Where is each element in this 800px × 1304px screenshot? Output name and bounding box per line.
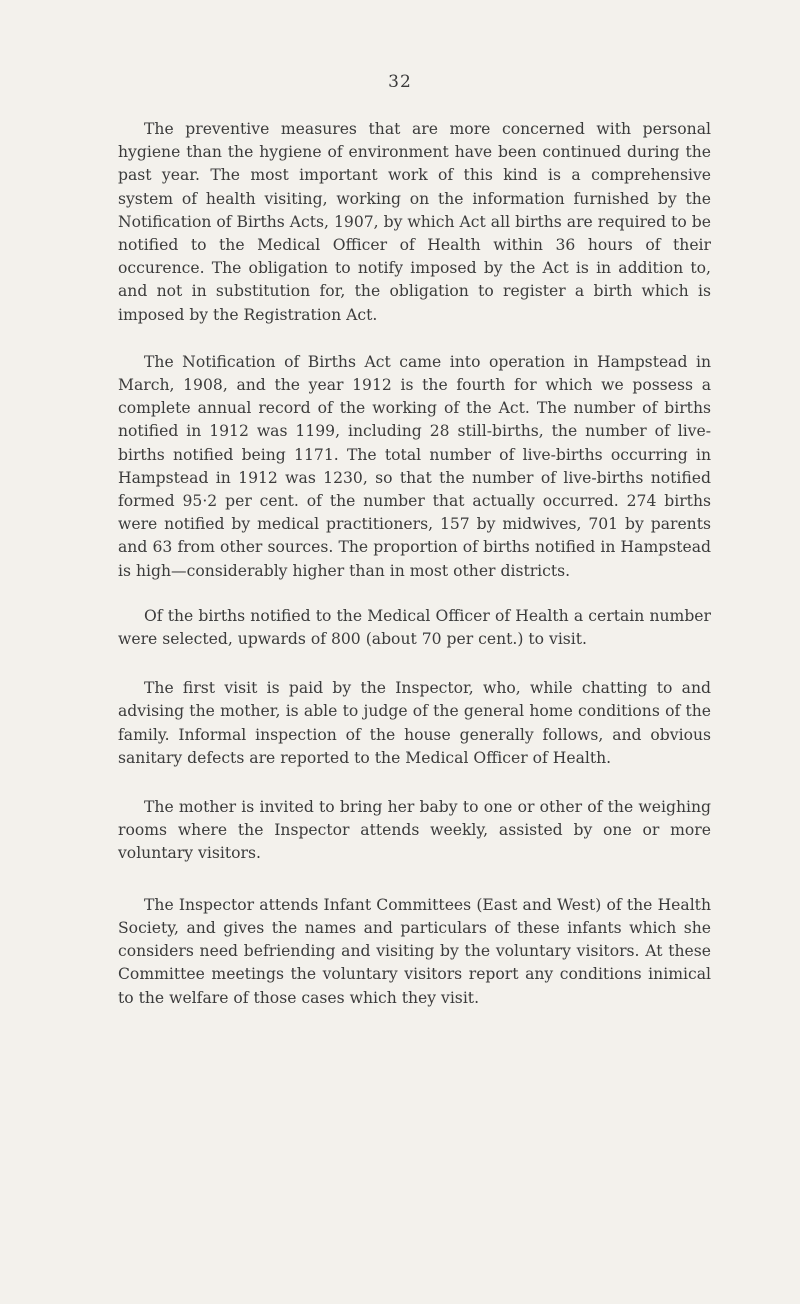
paragraph-infant-committees: The Inspector attends Infant Committees (East and West) of the Health Society, and gives the names and particulars of these infants which she considers need befriending and visiting by the voluntary visitors. At these Committee meetings the voluntary visitors report any conditions inimical to the welfare of those cases which they visit. xyxy=(118,895,711,1007)
body-text xyxy=(118,118,711,1034)
paragraph-health-visiting: The preventive measures that are more concerned with personal hygiene than the hygiene of environment have been continued during the past year. The most important work of this kind is a comprehensive system of health visiting, working on the information furnished by the Notification of Births Acts, 1907, by which Act all births are required to be notified to the Medical Officer of Health within 36 hours of their occurence. The obligation to notify imposed by the Act is in addition to, and not in substitution for, the obligation to register a birth which is imposed by the Registration Act. xyxy=(118,120,711,324)
page-number: 32 xyxy=(388,72,412,92)
paragraph-first-visit: The first visit is paid by the Inspector, who, while chatting to and advising the mother, is able to judge of the general home conditions of the family. Informal inspection of the house generally follows, and obvious sanitary defects are reported to the Medical Officer of Health. xyxy=(118,679,711,767)
paragraph-weighing-rooms: The mother is invited to bring her baby to one or other of the weighing rooms where the Inspector attends weekly, assisted by one or more voluntary visitors. xyxy=(118,798,711,863)
paragraph-notification-statistics: The Notification of Births Act came into operation in Hampstead in March, 1908, and the year 1912 is the fourth for which we possess a complete annual record of the working of the Act. The number of births notified in 1912 was 1199, including 28 still-births, the number of live-births notified being 1171. The total number of live-births occurring in Hampstead in 1912 was 1230, so that the number of live-births notified formed 95·2 per cent. of the number that actually occurred. 274 births were notified by medical practitioners, 157 by midwives, 701 by parents and 63 from other sources. The proportion of births notified in Hampstead is high—considerably higher than in most other districts. xyxy=(118,352,711,580)
paragraph-selected-visits: Of the births notified to the Medical Officer of Health a certain number were selected, upwards of 800 (about 70 per cent.) to visit. xyxy=(118,606,711,649)
